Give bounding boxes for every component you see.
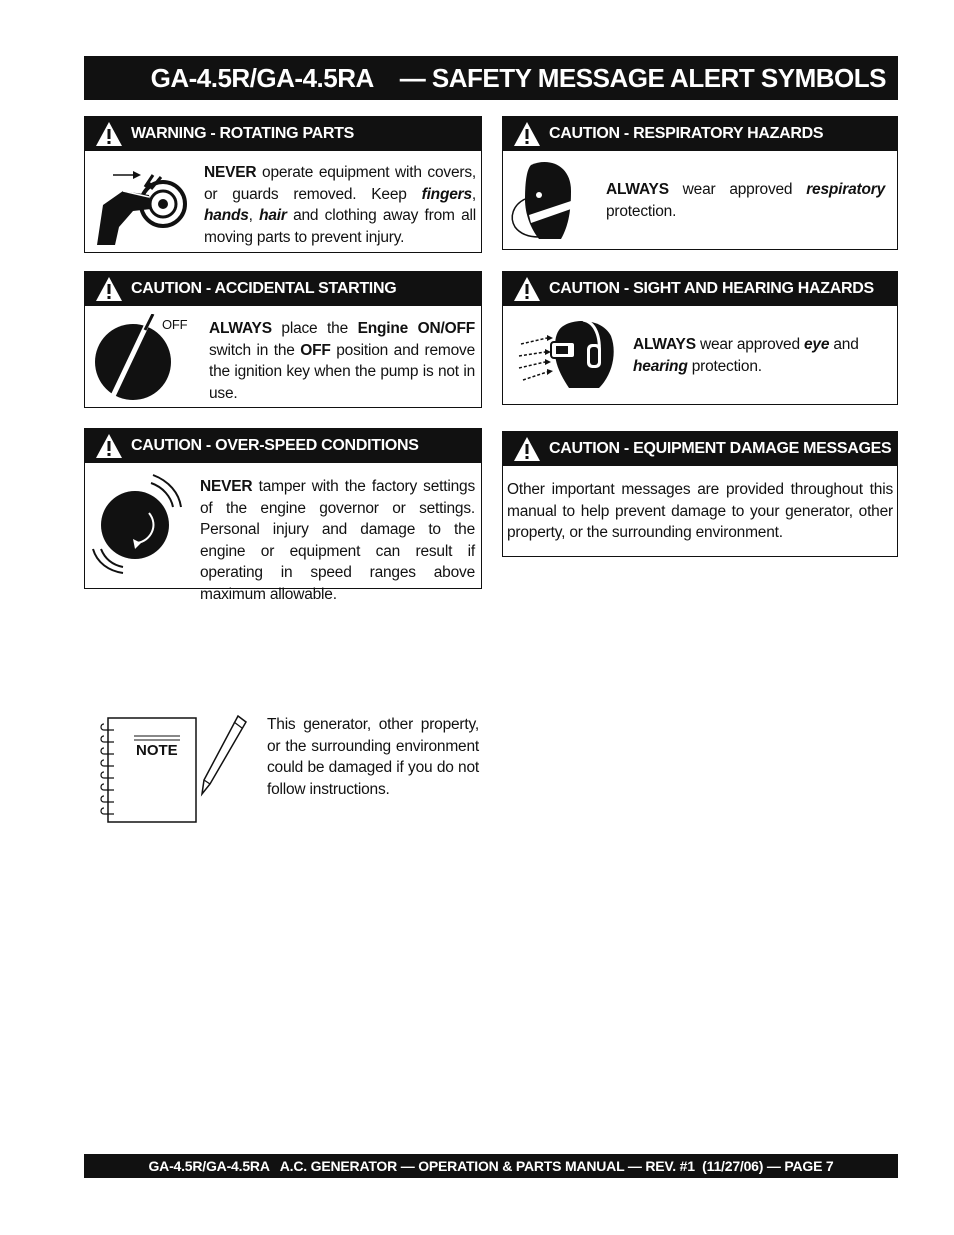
text-segment: and	[829, 336, 859, 353]
emphasis-always: ALWAYS	[209, 320, 272, 337]
equipment-damage-text: Other important messages are provided throughout this manual to help prevent damage to your generator, other property, or the surrounding environment.	[507, 481, 893, 541]
box-heading-text: CAUTION - ACCIDENTAL STARTING	[131, 280, 397, 297]
footer-text: GA-4.5R/GA-4.5RA A.C. GENERATOR — OPERATION & PARTS MANUAL — REV. #1 (11/27/06) — PAGE 7	[148, 1158, 834, 1174]
box-heading	[85, 117, 481, 151]
caution-respiratory-box	[502, 116, 898, 250]
text-segment: protection.	[687, 357, 762, 375]
emphasis-never: NEVER	[200, 478, 253, 495]
text-segment: and clothing away from all moving parts to prevent injury.	[204, 207, 476, 246]
text-segment: wear approved	[695, 336, 804, 353]
respiratory-text	[606, 179, 885, 222]
text-segment: protection.	[606, 202, 677, 220]
warning-triangle-icon	[95, 121, 123, 147]
text-segment: ,	[248, 207, 260, 224]
box-heading	[503, 432, 897, 466]
text-segment: place the	[271, 320, 358, 337]
eye-ear-protection-icon	[515, 316, 619, 392]
text-segment: tamper with the factory settings of the engine governor or settings. Personal injury and damage to the engine or equipment can result if operating in speed ranges above maximum allowable.	[200, 478, 475, 603]
page-title	[84, 56, 898, 100]
rotating-parts-text	[204, 162, 476, 248]
text-segment: wear approved	[668, 181, 807, 198]
text-segment: ,	[471, 185, 476, 203]
caution-accidental-starting-box	[84, 271, 482, 408]
emphasis-hands: hands	[204, 207, 249, 224]
page-title-text: GA-4.5R/GA-4.5RA — SAFETY MESSAGE ALERT SYMBOLS	[150, 62, 886, 93]
warning-triangle-icon	[95, 276, 123, 302]
sight-hearing-text	[633, 334, 889, 377]
emphasis-engine-on-off: Engine ON/OFF	[357, 320, 475, 337]
note-text: This generator, other property, or the surrounding environment could be damaged if you do not follow instructions.	[267, 716, 479, 798]
off-label: OFF	[162, 317, 188, 332]
respirator-mask-icon	[509, 159, 595, 243]
warning-rotating-parts-box	[84, 116, 482, 253]
warning-triangle-icon	[513, 436, 541, 462]
box-heading-text: CAUTION - OVER-SPEED CONDITIONS	[131, 437, 419, 454]
emphasis-respiratory: respiratory	[806, 181, 885, 198]
box-heading-text: CAUTION - EQUIPMENT DAMAGE MESSAGES	[549, 440, 892, 457]
emphasis-always: ALWAYS	[633, 336, 696, 353]
page-footer	[84, 1154, 898, 1178]
text-segment: switch in the	[209, 341, 301, 359]
box-heading	[503, 272, 897, 306]
caution-sight-hearing-box	[502, 271, 898, 405]
emphasis-fingers: fingers	[421, 185, 472, 203]
warning-triangle-icon	[513, 121, 541, 147]
box-heading-text: CAUTION - RESPIRATORY HAZARDS	[549, 125, 824, 142]
warning-triangle-icon	[95, 433, 123, 459]
note-label: NOTE	[136, 742, 178, 759]
over-speed-text	[200, 476, 475, 605]
emphasis-off: OFF	[300, 341, 331, 359]
text-segment: operate equipment with covers, or guards removed. Keep	[204, 164, 476, 203]
emphasis-never: NEVER	[204, 164, 257, 181]
text-segment: position and remove the ignition key when the pump is not in use.	[209, 341, 475, 402]
emphasis-always: ALWAYS	[606, 181, 669, 198]
accidental-starting-text	[209, 318, 475, 404]
box-heading	[85, 429, 481, 463]
box-heading	[85, 272, 481, 306]
emphasis-hair: hair	[259, 207, 287, 224]
notepad-pencil-icon	[100, 710, 256, 826]
caution-over-speed-box	[84, 428, 482, 603]
box-heading	[503, 117, 897, 151]
caution-equipment-damage-box	[502, 431, 898, 557]
box-heading-text: CAUTION - SIGHT AND HEARING HAZARDS	[549, 280, 874, 297]
rotating-parts-hand-icon	[93, 157, 191, 249]
emphasis-hearing: hearing	[633, 357, 688, 375]
warning-triangle-icon	[513, 276, 541, 302]
emphasis-eye: eye	[804, 336, 830, 353]
over-speed-dial-icon	[89, 469, 185, 577]
box-heading-text: WARNING - ROTATING PARTS	[131, 125, 355, 142]
